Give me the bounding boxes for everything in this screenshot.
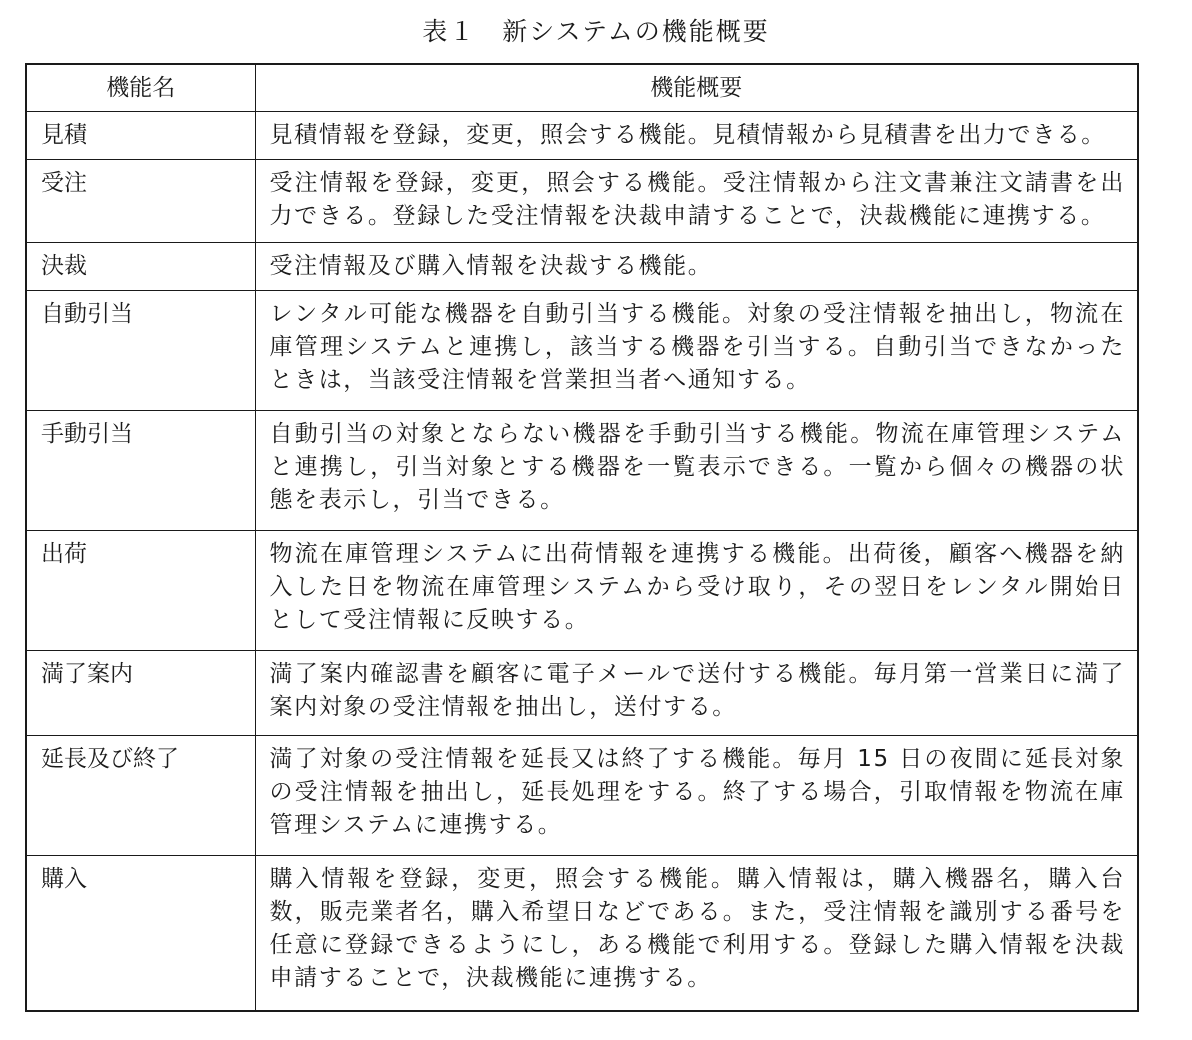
header-function-name: 機能名 — [26, 64, 255, 112]
function-description-cell: 見積情報を登録，変更，照会する機能。見積情報から見積書を出力できる。 — [255, 112, 1138, 160]
table-row — [26, 411, 1138, 531]
function-name-cell: 出荷 — [26, 531, 255, 651]
function-description-cell: レンタル可能な機器を自動引当する機能。対象の受注情報を抽出し，物流在庫管理システムと連携し，該当する機器を引当する。自動引当できなかったときは，当該受注情報を営業担当者へ通知する。 — [255, 291, 1138, 411]
function-name-cell: 延長及び終了 — [26, 736, 255, 856]
function-name-cell: 手動引当 — [26, 411, 255, 531]
table-row — [26, 291, 1138, 411]
table-row — [26, 531, 1138, 651]
table-row — [26, 651, 1138, 736]
function-overview-table — [25, 63, 1139, 1012]
function-name-cell: 見積 — [26, 112, 255, 160]
table-header-row — [26, 64, 1138, 112]
table-row — [26, 112, 1138, 160]
function-description-cell: 受注情報を登録，変更，照会する機能。受注情報から注文書兼注文請書を出力できる。登録した受注情報を決裁申請することで，決裁機能に連携する。 — [255, 160, 1138, 243]
function-description-cell: 満了対象の受注情報を延長又は終了する機能。毎月 15 日の夜間に延長対象の受注情報を抽出し，延長処理をする。終了する場合，引取情報を物流在庫管理システムに連携する。 — [255, 736, 1138, 856]
function-description-cell: 自動引当の対象とならない機器を手動引当する機能。物流在庫管理システムと連携し，引当対象とする機器を一覧表示できる。一覧から個々の機器の状態を表示し，引当できる。 — [255, 411, 1138, 531]
table-title-text: 新システムの機能概要 — [502, 17, 770, 46]
function-name-cell: 満了案内 — [26, 651, 255, 736]
table-row — [26, 160, 1138, 243]
table-title — [0, 12, 1192, 48]
function-name-cell: 受注 — [26, 160, 255, 243]
table-number: 表１ — [422, 17, 477, 46]
function-name-cell: 購入 — [26, 856, 255, 1011]
function-description-cell: 満了案内確認書を顧客に電子メールで送付する機能。毎月第一営業日に満了案内対象の受注情報を抽出し，送付する。 — [255, 651, 1138, 736]
function-name-cell: 決裁 — [26, 243, 255, 291]
table-row — [26, 736, 1138, 856]
function-description-cell: 購入情報を登録，変更，照会する機能。購入情報は，購入機器名，購入台数，販売業者名，購入希望日などである。また，受注情報を識別する番号を任意に登録できるようにし，ある機能で利用する。登録した購入情報を決裁申請することで，決裁機能に連携する。 — [255, 856, 1138, 1011]
header-function-description: 機能概要 — [255, 64, 1138, 112]
table-row — [26, 856, 1138, 1011]
function-name-cell: 自動引当 — [26, 291, 255, 411]
function-description-cell: 受注情報及び購入情報を決裁する機能。 — [255, 243, 1138, 291]
table-row — [26, 243, 1138, 291]
function-description-cell: 物流在庫管理システムに出荷情報を連携する機能。出荷後，顧客へ機器を納入した日を物流在庫管理システムから受け取り，その翌日をレンタル開始日として受注情報に反映する。 — [255, 531, 1138, 651]
